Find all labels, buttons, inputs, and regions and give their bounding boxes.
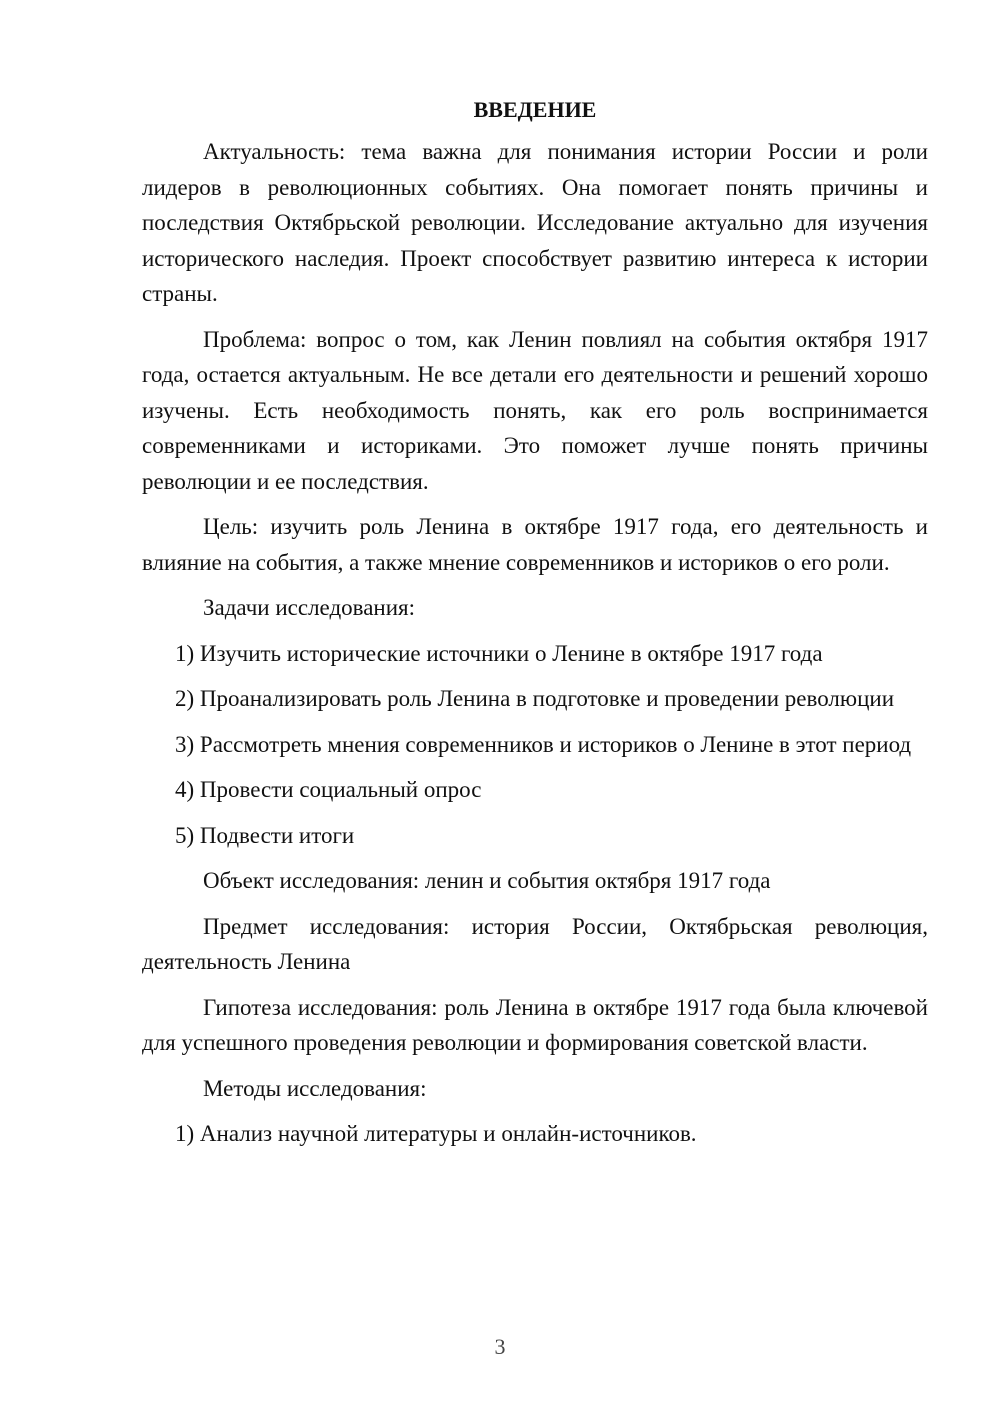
paragraph-hypothesis: Гипотеза исследования: роль Ленина в октябре 1917 года была ключевой для успешного проведения революции и формирования советской власти.: [142, 994, 928, 1055]
paragraph-relevance: Актуальность: тема важна для понимания истории России и роли лидеров в революционных событиях. Она помогает понять причины и последствия Октябрьской революции. Исследование актуально для изучения исторического наследия. Проект способствует развитию интереса к истории страны.: [142, 139, 928, 306]
page-number: 3: [494, 1334, 506, 1359]
method-item-1: 1) Анализ научной литературы и онлайн-источников.: [175, 1121, 697, 1146]
paragraph-problem: Проблема: вопрос о том, как Ленин повлиял на события октября 1917 года, остается актуальным. Не все детали его деятельности и решений хорошо изучены. Есть необходимость понять, как его роль воспринимается современниками и историками. Это поможет лучше понять причины революции и ее последствия.: [142, 326, 928, 494]
paragraph-goal: Цель: изучить роль Ленина в октябре 1917 года, его деятельность и влияние на события, а также мнение современников и историков о его роли.: [142, 514, 928, 575]
tasks-heading: Задачи исследования:: [203, 595, 416, 620]
paragraph-object: Объект исследования: ленин и события октября 1917 года: [203, 868, 771, 893]
document-page: [142, 96, 928, 1396]
task-item-4: 4) Провести социальный опрос: [175, 777, 482, 802]
task-item-5: 5) Подвести итоги: [175, 822, 355, 848]
task-item-2: 2) Проанализировать роль Ленина в подготовке и проведении революции: [175, 686, 894, 711]
task-item-1: 1) Изучить исторические источники о Ленине в октябре 1917 года: [175, 640, 823, 666]
paragraph-subject: Предмет исследования: история России, Октябрьская революция, деятельность Ленина: [142, 913, 928, 974]
section-title: ВВЕДЕНИЕ: [473, 97, 597, 122]
methods-heading: Методы исследования:: [203, 1075, 427, 1101]
task-item-3: 3) Рассмотреть мнения современников и историков о Ленине в этот период: [175, 731, 912, 757]
